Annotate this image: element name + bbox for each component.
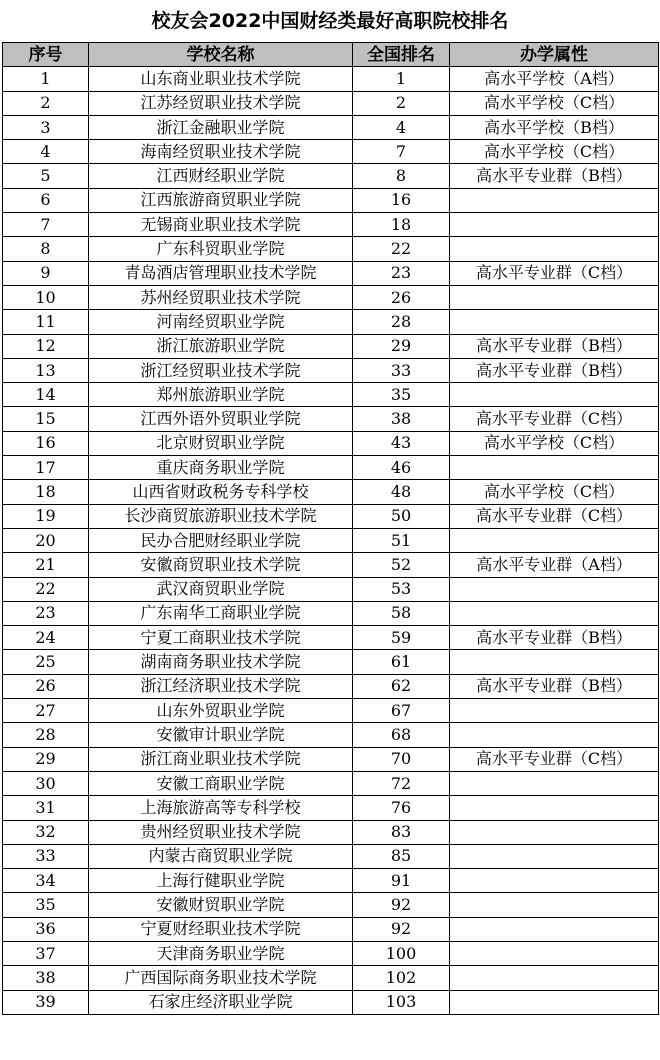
cell-school-name: 贵州经贸职业技术学院: [89, 820, 353, 844]
cell-school-name: 江西外语外贸职业学院: [89, 407, 353, 431]
cell-no: 24: [3, 626, 89, 650]
table-row: [3, 941, 659, 965]
table-body: [3, 67, 659, 1015]
cell-school-name: 浙江商业职业技术学院: [89, 747, 353, 771]
cell-no: 27: [3, 699, 89, 723]
table-row: [3, 796, 659, 820]
cell-national-rank: 59: [353, 626, 450, 650]
cell-school-attribute: 高水平专业群（A档）: [450, 553, 659, 577]
cell-no: 37: [3, 941, 89, 965]
cell-school-attribute: [450, 188, 659, 212]
cell-school-name: 无锡商业职业技术学院: [89, 213, 353, 237]
table-row: [3, 237, 659, 261]
cell-national-rank: 22: [353, 237, 450, 261]
cell-school-name: 浙江金融职业学院: [89, 115, 353, 139]
table-row: [3, 577, 659, 601]
cell-school-attribute: [450, 456, 659, 480]
cell-school-attribute: 高水平专业群（B档）: [450, 164, 659, 188]
cell-national-rank: 85: [353, 844, 450, 868]
cell-national-rank: 4: [353, 115, 450, 139]
cell-school-name: 安徽商贸职业技术学院: [89, 553, 353, 577]
cell-school-attribute: 高水平学校（B档）: [450, 115, 659, 139]
cell-school-attribute: [450, 844, 659, 868]
cell-national-rank: 102: [353, 966, 450, 990]
cell-school-attribute: [450, 893, 659, 917]
cell-national-rank: 2: [353, 91, 450, 115]
table-row: [3, 310, 659, 334]
cell-no: 31: [3, 796, 89, 820]
cell-school-name: 山西省财政税务专科学校: [89, 480, 353, 504]
cell-school-attribute: 高水平学校（C档）: [450, 140, 659, 164]
header-no: 序号: [3, 43, 89, 67]
cell-no: 36: [3, 917, 89, 941]
cell-no: 13: [3, 358, 89, 382]
cell-school-attribute: [450, 771, 659, 795]
cell-school-attribute: 高水平专业群（B档）: [450, 626, 659, 650]
cell-no: 8: [3, 237, 89, 261]
table-row: [3, 528, 659, 552]
cell-national-rank: 26: [353, 285, 450, 309]
table-row: [3, 431, 659, 455]
cell-no: 12: [3, 334, 89, 358]
cell-school-name: 青岛酒店管理职业技术学院: [89, 261, 353, 285]
cell-school-attribute: [450, 577, 659, 601]
table-row: [3, 723, 659, 747]
cell-school-attribute: [450, 869, 659, 893]
cell-school-attribute: [450, 601, 659, 625]
cell-school-name: 内蒙古商贸职业学院: [89, 844, 353, 868]
cell-no: 14: [3, 383, 89, 407]
cell-national-rank: 28: [353, 310, 450, 334]
cell-school-attribute: [450, 650, 659, 674]
cell-no: 34: [3, 869, 89, 893]
table-row: [3, 140, 659, 164]
table-row: [3, 626, 659, 650]
cell-no: 5: [3, 164, 89, 188]
cell-school-name: 海南经贸职业技术学院: [89, 140, 353, 164]
cell-no: 25: [3, 650, 89, 674]
header-national-rank: 全国排名: [353, 43, 450, 67]
table-row: [3, 771, 659, 795]
cell-no: 38: [3, 966, 89, 990]
cell-national-rank: 91: [353, 869, 450, 893]
cell-no: 21: [3, 553, 89, 577]
cell-school-name: 浙江经济职业技术学院: [89, 674, 353, 698]
cell-school-attribute: [450, 310, 659, 334]
cell-school-attribute: [450, 990, 659, 1014]
cell-no: 28: [3, 723, 89, 747]
table-row: [3, 869, 659, 893]
cell-school-attribute: 高水平学校（C档）: [450, 91, 659, 115]
cell-national-rank: 18: [353, 213, 450, 237]
cell-national-rank: 70: [353, 747, 450, 771]
cell-school-attribute: [450, 966, 659, 990]
cell-school-attribute: [450, 796, 659, 820]
cell-school-name: 宁夏财经职业技术学院: [89, 917, 353, 941]
table-row: [3, 844, 659, 868]
cell-national-rank: 61: [353, 650, 450, 674]
cell-national-rank: 100: [353, 941, 450, 965]
cell-school-attribute: [450, 528, 659, 552]
cell-no: 17: [3, 456, 89, 480]
cell-no: 6: [3, 188, 89, 212]
cell-national-rank: 43: [353, 431, 450, 455]
cell-school-attribute: [450, 917, 659, 941]
cell-school-attribute: 高水平专业群（B档）: [450, 358, 659, 382]
cell-school-name: 广东南华工商职业学院: [89, 601, 353, 625]
table-row: [3, 334, 659, 358]
table-row: [3, 893, 659, 917]
cell-national-rank: 50: [353, 504, 450, 528]
table-header: [3, 43, 659, 67]
cell-school-attribute: 高水平学校（C档）: [450, 480, 659, 504]
header-row: [3, 43, 659, 67]
cell-no: 32: [3, 820, 89, 844]
cell-school-attribute: 高水平专业群（B档）: [450, 334, 659, 358]
cell-national-rank: 8: [353, 164, 450, 188]
cell-school-name: 广西国际商务职业技术学院: [89, 966, 353, 990]
cell-no: 20: [3, 528, 89, 552]
cell-school-name: 江西财经职业学院: [89, 164, 353, 188]
table-row: [3, 383, 659, 407]
cell-no: 1: [3, 67, 89, 91]
cell-no: 4: [3, 140, 89, 164]
cell-national-rank: 103: [353, 990, 450, 1014]
cell-school-name: 重庆商务职业学院: [89, 456, 353, 480]
cell-school-name: 上海旅游高等专科学校: [89, 796, 353, 820]
cell-school-attribute: [450, 723, 659, 747]
cell-school-name: 郑州旅游职业学院: [89, 383, 353, 407]
cell-national-rank: 7: [353, 140, 450, 164]
cell-no: 33: [3, 844, 89, 868]
cell-school-attribute: [450, 213, 659, 237]
cell-national-rank: 23: [353, 261, 450, 285]
table-row: [3, 966, 659, 990]
cell-school-name: 浙江经贸职业技术学院: [89, 358, 353, 382]
cell-school-name: 武汉商贸职业学院: [89, 577, 353, 601]
cell-school-name: 天津商务职业学院: [89, 941, 353, 965]
table-row: [3, 261, 659, 285]
table-row: [3, 164, 659, 188]
cell-school-name: 江西旅游商贸职业学院: [89, 188, 353, 212]
cell-school-name: 广东科贸职业学院: [89, 237, 353, 261]
cell-school-attribute: [450, 383, 659, 407]
table-row: [3, 358, 659, 382]
table-row: [3, 504, 659, 528]
cell-national-rank: 16: [353, 188, 450, 212]
cell-school-name: 苏州经贸职业技术学院: [89, 285, 353, 309]
cell-no: 26: [3, 674, 89, 698]
cell-school-attribute: [450, 285, 659, 309]
table-row: [3, 407, 659, 431]
cell-school-attribute: 高水平专业群（C档）: [450, 504, 659, 528]
cell-school-attribute: [450, 941, 659, 965]
cell-no: 9: [3, 261, 89, 285]
cell-national-rank: 67: [353, 699, 450, 723]
cell-no: 7: [3, 213, 89, 237]
header-school-attribute: 办学属性: [450, 43, 659, 67]
cell-no: 2: [3, 91, 89, 115]
table-row: [3, 213, 659, 237]
cell-school-name: 山东外贸职业学院: [89, 699, 353, 723]
cell-school-attribute: [450, 699, 659, 723]
table-row: [3, 285, 659, 309]
cell-school-name: 山东商业职业技术学院: [89, 67, 353, 91]
cell-school-attribute: 高水平学校（C档）: [450, 431, 659, 455]
cell-no: 11: [3, 310, 89, 334]
cell-national-rank: 1: [353, 67, 450, 91]
page-title: 校友会2022中国财经类最好高职院校排名: [151, 10, 509, 32]
cell-school-attribute: [450, 820, 659, 844]
cell-national-rank: 92: [353, 917, 450, 941]
cell-national-rank: 53: [353, 577, 450, 601]
table-row: [3, 553, 659, 577]
cell-no: 3: [3, 115, 89, 139]
table-row: [3, 917, 659, 941]
cell-school-attribute: 高水平专业群（C档）: [450, 261, 659, 285]
table-row: [3, 990, 659, 1014]
cell-school-attribute: [450, 237, 659, 261]
cell-national-rank: 29: [353, 334, 450, 358]
cell-national-rank: 38: [353, 407, 450, 431]
cell-school-name: 江苏经贸职业技术学院: [89, 91, 353, 115]
cell-no: 22: [3, 577, 89, 601]
cell-national-rank: 51: [353, 528, 450, 552]
cell-school-name: 浙江旅游职业学院: [89, 334, 353, 358]
cell-school-name: 湖南商务职业技术学院: [89, 650, 353, 674]
table-row: [3, 188, 659, 212]
table-row: [3, 820, 659, 844]
cell-school-attribute: 高水平专业群（B档）: [450, 674, 659, 698]
table-row: [3, 480, 659, 504]
table-row: [3, 456, 659, 480]
table-row: [3, 747, 659, 771]
cell-school-name: 安徽审计职业学院: [89, 723, 353, 747]
cell-school-name: 安徽工商职业学院: [89, 771, 353, 795]
cell-no: 30: [3, 771, 89, 795]
cell-national-rank: 62: [353, 674, 450, 698]
cell-no: 23: [3, 601, 89, 625]
cell-national-rank: 33: [353, 358, 450, 382]
cell-no: 39: [3, 990, 89, 1014]
cell-school-attribute: 高水平专业群（C档）: [450, 407, 659, 431]
cell-national-rank: 52: [353, 553, 450, 577]
cell-no: 29: [3, 747, 89, 771]
cell-school-name: 安徽财贸职业学院: [89, 893, 353, 917]
cell-national-rank: 48: [353, 480, 450, 504]
table-row: [3, 674, 659, 698]
cell-national-rank: 68: [353, 723, 450, 747]
table-row: [3, 601, 659, 625]
ranking-table: [2, 42, 659, 1015]
cell-school-name: 上海行健职业学院: [89, 869, 353, 893]
cell-school-attribute: 高水平学校（A档）: [450, 67, 659, 91]
cell-school-name: 北京财贸职业学院: [89, 431, 353, 455]
table-row: [3, 115, 659, 139]
cell-school-name: 河南经贸职业学院: [89, 310, 353, 334]
cell-no: 18: [3, 480, 89, 504]
cell-school-name: 宁夏工商职业技术学院: [89, 626, 353, 650]
cell-national-rank: 58: [353, 601, 450, 625]
table-row: [3, 67, 659, 91]
table-row: [3, 699, 659, 723]
table-row: [3, 650, 659, 674]
cell-national-rank: 72: [353, 771, 450, 795]
cell-national-rank: 83: [353, 820, 450, 844]
cell-national-rank: 46: [353, 456, 450, 480]
cell-national-rank: 35: [353, 383, 450, 407]
cell-school-name: 长沙商贸旅游职业技术学院: [89, 504, 353, 528]
cell-school-name: 石家庄经济职业学院: [89, 990, 353, 1014]
cell-national-rank: 92: [353, 893, 450, 917]
cell-school-name: 民办合肥财经职业学院: [89, 528, 353, 552]
cell-school-attribute: 高水平专业群（C档）: [450, 747, 659, 771]
header-school-name: 学校名称: [89, 43, 353, 67]
cell-no: 15: [3, 407, 89, 431]
cell-no: 16: [3, 431, 89, 455]
table-row: [3, 91, 659, 115]
cell-no: 35: [3, 893, 89, 917]
cell-no: 10: [3, 285, 89, 309]
cell-no: 19: [3, 504, 89, 528]
cell-national-rank: 76: [353, 796, 450, 820]
